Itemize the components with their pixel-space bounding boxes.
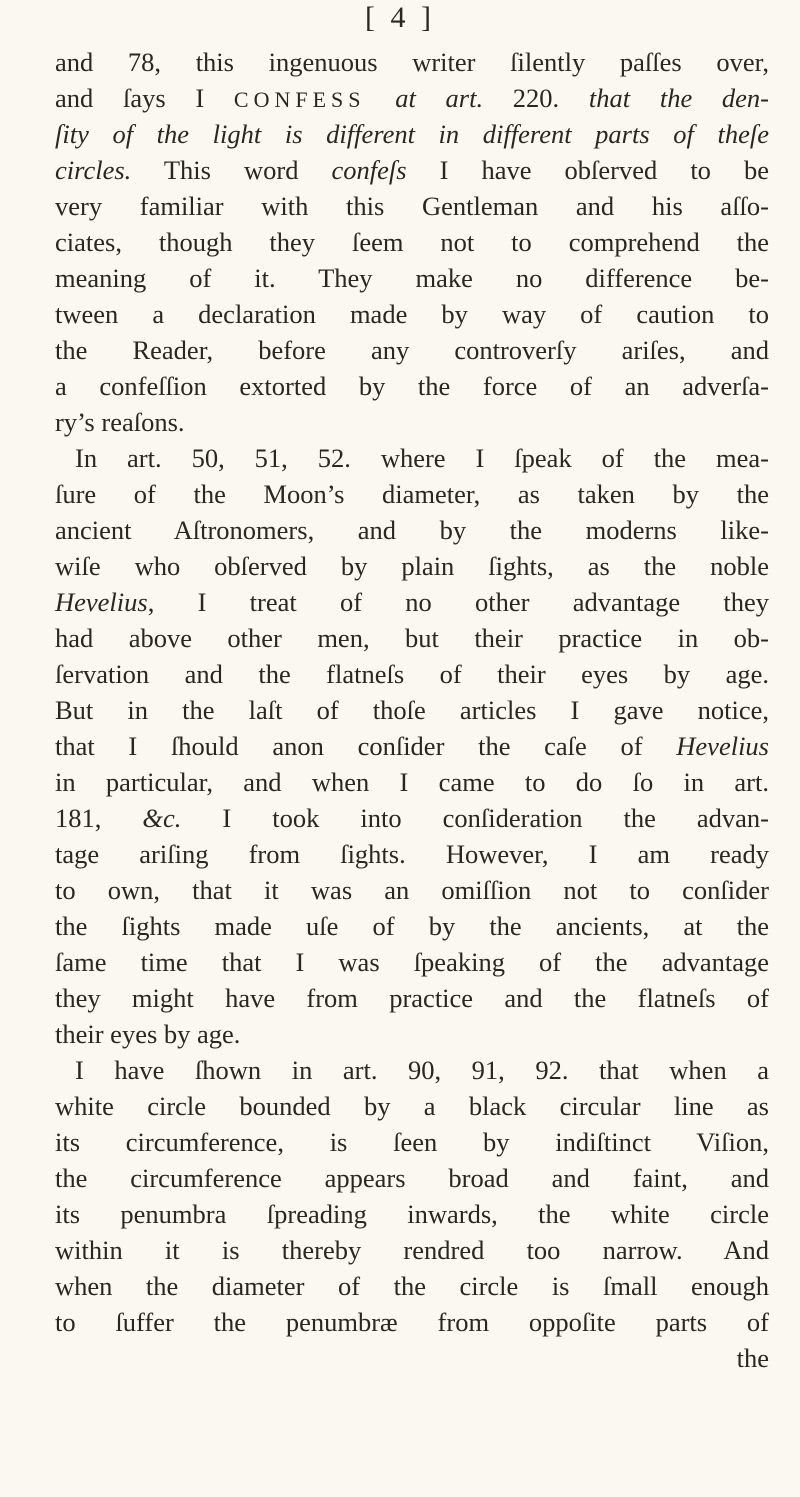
text-segment: wiſe who obſerved by plain ſights, as the noble [55,551,769,581]
text-segment: I have ſhown in art. 90, 91, 92. that when a [75,1055,769,1085]
text-line [55,944,769,980]
text-line [55,368,769,404]
text-segment: its penumbra ſpreading inwards, the white circle [55,1199,769,1229]
text-segment: ſure of the Moon’s diameter, as taken by the [55,479,769,509]
text-line [55,800,769,836]
text-segment: in particular, and when I came to do ſo in art. [55,767,769,797]
text-segment: This word [131,155,332,185]
body-text [55,44,769,1376]
text-line [55,584,769,620]
text-segment: ſervation and the flatneſs of their eyes by age. [55,659,769,689]
text-line [55,1124,769,1160]
text-segment: In art. 50, 51, 52. where I ſpeak of the mea- [75,443,769,473]
text-line [55,440,769,476]
text-segment: the [736,1343,769,1373]
italic-text: circles. [55,155,132,185]
text-line [55,404,769,440]
text-segment: But in the laſt of thoſe articles I gave notice, [55,695,769,725]
text-line [55,1340,769,1376]
text-line [55,152,769,188]
text-segment: the circumference appears broad and faint, and [55,1163,769,1193]
text-segment: that I ſhould anon conſider the caſe of [55,731,677,761]
text-line [55,980,769,1016]
text-segment: I have obſerved to be [406,155,769,185]
text-segment: they might have from practice and the flatneſs of [55,983,769,1013]
text-line [55,1016,769,1052]
text-segment: tween a declaration made by way of caution to [55,299,769,329]
text-line [55,728,769,764]
text-line [55,908,769,944]
italic-text: Hevelius [55,587,148,617]
text-line [55,1052,769,1088]
text-line [55,1160,769,1196]
text-segment: ſame time that I was ſpeaking of the advantage [55,947,769,977]
text-line [55,1304,769,1340]
text-segment: white circle bounded by a black circular line as [55,1091,769,1121]
text-line [55,260,769,296]
text-line [55,872,769,908]
italic-text: confeſs [331,155,407,185]
text-segment: to own, that it was an omiſſion not to conſider [55,875,769,905]
text-segment [366,83,396,113]
text-segment: to ſuffer the penumbræ from oppoſite parts of [55,1307,769,1337]
text-segment: ancient Aſtronomers, and by the moderns like- [55,515,769,545]
text-segment: when the diameter of the circle is ſmall enough [55,1271,769,1301]
italic-text: ſity of the light is different in different parts of theſe [55,119,769,149]
text-segment: the Reader, before any controverſy ariſes, and [55,335,769,365]
text-line [55,296,769,332]
page-number: [ 4 ] [365,1,435,34]
text-line [55,1196,769,1232]
text-line [55,188,769,224]
text-line [55,836,769,872]
text-segment: , I treat of no other advantage they [147,587,769,617]
small-caps-text: CONFESS [233,87,366,112]
text-segment: and ſays I [55,83,234,113]
text-segment: within it is thereby rendred too narrow. And [55,1235,769,1265]
text-segment: very familiar with this Gentleman and his aſſo- [55,191,769,221]
italic-text: at art. [395,83,484,113]
text-line [55,116,769,152]
text-line [55,620,769,656]
italic-text: &c. [142,803,182,833]
text-segment: meaning of it. They make no difference be- [55,263,769,293]
text-line [55,44,769,80]
text-segment: and 78, this ingenuous writer ſilently paſſes over, [55,47,769,77]
text-line [55,548,769,584]
text-segment: I took into conſideration the advan- [181,803,769,833]
text-segment: ry’s reaſons. [55,407,185,437]
italic-text: that the den- [588,83,769,113]
text-segment: ciates, though they ſeem not to comprehend the [55,227,769,257]
text-segment: 181, [55,803,143,833]
text-line [55,476,769,512]
text-segment: its circumference, is ſeen by indiſtinct Viſion, [55,1127,769,1157]
text-line [55,1088,769,1124]
text-line [55,764,769,800]
text-segment: their eyes by age. [55,1019,241,1049]
text-line [55,1232,769,1268]
text-line [55,332,769,368]
text-line [55,656,769,692]
text-segment: tage ariſing from ſights. However, I am ready [55,839,769,869]
text-line [55,80,769,116]
text-segment: the ſights made uſe of by the ancients, at the [55,911,769,941]
text-segment: 220. [483,83,589,113]
italic-text: Hevelius [676,731,769,761]
text-line [55,1268,769,1304]
text-segment: a confeſſion extorted by the force of an adverſa- [55,371,769,401]
text-line [55,512,769,548]
text-line [55,692,769,728]
text-segment: had above other men, but their practice in ob- [55,623,769,653]
text-line [55,224,769,260]
